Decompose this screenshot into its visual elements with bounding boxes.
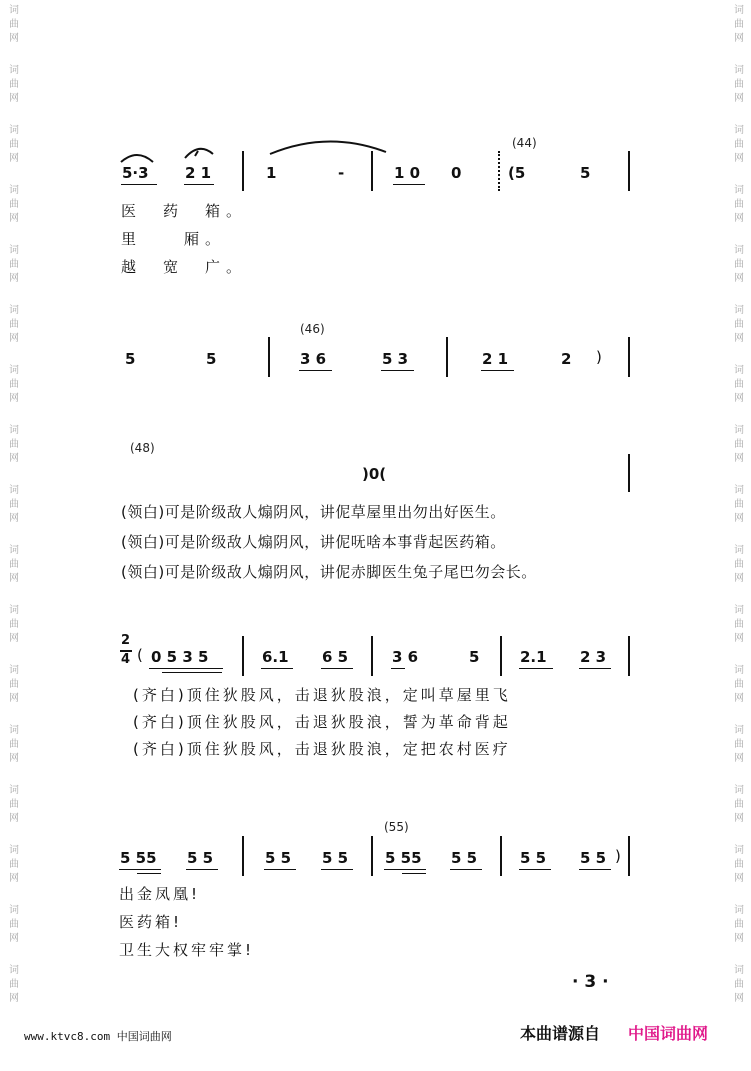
watermark-char: 网 (9, 693, 19, 704)
note-group: 5 55 (120, 849, 157, 867)
watermark-char: 词 (734, 185, 744, 196)
watermark-mark (6, 604, 22, 658)
watermark-mark (6, 544, 22, 598)
underline (321, 869, 353, 870)
note-group: 2 3 (580, 648, 607, 666)
watermark-mark (6, 244, 22, 298)
watermark-char: 网 (9, 393, 19, 404)
watermark-char: 曲 (9, 319, 19, 330)
underline (579, 869, 611, 870)
watermark-char: 网 (734, 153, 744, 164)
underline (119, 869, 161, 870)
watermark-mark (6, 844, 22, 898)
watermark-char: 词 (734, 785, 744, 796)
watermark-char: 网 (9, 93, 19, 104)
underline (579, 668, 611, 669)
watermark-char: 曲 (9, 379, 19, 390)
watermark-char: 曲 (734, 319, 744, 330)
underline (381, 370, 414, 371)
watermark-mark (731, 844, 747, 898)
watermark-char: 网 (734, 993, 744, 1004)
note-group: 5 5 (520, 849, 547, 867)
watermark-char: 词 (9, 605, 19, 616)
watermark-char: 词 (734, 305, 744, 316)
underline (450, 869, 482, 870)
watermark-mark (731, 244, 747, 298)
watermark-char: 曲 (9, 679, 19, 690)
watermark-char: 网 (734, 273, 744, 284)
slur-2 (183, 142, 215, 160)
lyric-line: 医药箱! (119, 913, 183, 931)
watermark-char: 曲 (734, 379, 744, 390)
watermark-char: 曲 (734, 79, 744, 90)
barline (242, 151, 244, 191)
watermark-char: 曲 (734, 679, 744, 690)
watermark-char: 词 (734, 245, 744, 256)
note-group: 1 0 (394, 164, 421, 182)
barline (500, 636, 502, 676)
watermark-char: 曲 (734, 919, 744, 930)
watermark-mark (731, 4, 747, 58)
underline (121, 184, 157, 185)
time-signature-top: 2 (121, 633, 131, 648)
watermark-mark (6, 424, 22, 478)
dash: - (338, 164, 345, 182)
lyric-line: (齐白)顶住狄股风，击退狄股浪，誓为革命背起 (133, 713, 511, 731)
note: 5 (580, 164, 591, 182)
watermark-char: 网 (9, 573, 19, 584)
watermark-char: 网 (9, 273, 19, 284)
barline (371, 636, 373, 676)
watermark-char: 词 (9, 245, 19, 256)
spoken-line: (领白)可是阶级敌人煽阴风，讲伲草屋里出勿出好医生。 (121, 503, 506, 521)
watermark-char: 曲 (734, 619, 744, 630)
watermark-char: 网 (9, 993, 19, 1004)
paren: ) (596, 348, 602, 366)
note-group: 5 5 (187, 849, 214, 867)
watermark-mark (6, 664, 22, 718)
note-group: 0 5 3 5 (151, 648, 209, 666)
watermark-char: 词 (9, 65, 19, 76)
watermark-char: 词 (734, 125, 744, 136)
watermark-char: 网 (9, 333, 19, 344)
watermark-mark (731, 64, 747, 118)
watermark-mark (6, 4, 22, 58)
underline-2 (162, 672, 222, 673)
underline (299, 370, 332, 371)
spoken-line: (领白)可是阶级敌人煽阴风，讲伲呒啥本事背起医药箱。 (121, 533, 506, 551)
lyric-line: 医 药 箱。 (121, 202, 248, 220)
watermark-char: 词 (9, 365, 19, 376)
watermark-char: 网 (734, 393, 744, 404)
watermark-char: 网 (9, 633, 19, 644)
watermark-char: 曲 (734, 859, 744, 870)
note: 5 (206, 350, 217, 368)
watermark-mark (731, 544, 747, 598)
watermark-left (6, 0, 22, 1040)
barline (242, 636, 244, 676)
barline (500, 836, 502, 876)
watermark-char: 词 (734, 845, 744, 856)
measure-number: (44) (512, 136, 537, 150)
note-group: 5 5 (580, 849, 607, 867)
note-group: 3 6 (300, 350, 327, 368)
tie-arc (268, 134, 388, 156)
watermark-mark (731, 904, 747, 958)
watermark-char: 网 (9, 153, 19, 164)
watermark-char: 曲 (734, 559, 744, 570)
note: 1 (266, 164, 277, 182)
note-group: 5 55 (385, 849, 422, 867)
note: 5 (469, 648, 480, 666)
watermark-char: 曲 (9, 619, 19, 630)
watermark-mark (731, 364, 747, 418)
barline (628, 454, 630, 492)
watermark-char: 曲 (734, 139, 744, 150)
lyric-line: 里 厢。 (121, 230, 227, 248)
watermark-char: 网 (734, 93, 744, 104)
note-group: 2 1 (482, 350, 509, 368)
watermark-char: 曲 (9, 139, 19, 150)
watermark-mark (731, 484, 747, 538)
underline (393, 184, 425, 185)
paren: ) (615, 847, 621, 865)
watermark-char: 词 (734, 545, 744, 556)
watermark-char: 曲 (734, 799, 744, 810)
underline (184, 184, 214, 185)
watermark-char: 词 (734, 65, 744, 76)
watermark-mark (731, 664, 747, 718)
watermark-char: 曲 (9, 799, 19, 810)
watermark-mark (6, 184, 22, 238)
watermark-char: 词 (9, 965, 19, 976)
lyric-line: 越 宽 广。 (121, 258, 248, 276)
footer-source-label: 本曲谱源自 (520, 1024, 601, 1043)
watermark-char: 网 (734, 453, 744, 464)
underline (261, 668, 293, 669)
watermark-char: 曲 (9, 259, 19, 270)
lyric-line: 卫生大权牢牢掌! (119, 941, 255, 959)
watermark-mark (731, 784, 747, 838)
note-group: 6.1 (262, 648, 289, 666)
footer-site-link[interactable]: www.ktvc8.com 中国词曲网 (24, 1030, 172, 1043)
barline (371, 836, 373, 876)
watermark-char: 曲 (9, 919, 19, 930)
footer-brand-logo[interactable]: 中国词曲网 (628, 1024, 709, 1043)
spoken-line: (领白)可是阶级敌人煽阴风，讲伲赤脚医生兔子尾巴勿会长。 (121, 563, 537, 581)
watermark-mark (731, 964, 747, 1018)
note: 0 (451, 164, 462, 182)
watermark-char: 网 (9, 513, 19, 524)
lyric-line: (齐白)顶住狄股风，击退狄股浪，定叫草屋里飞 (133, 686, 511, 704)
watermark-mark (6, 724, 22, 778)
watermark-char: 曲 (9, 859, 19, 870)
watermark-char: 网 (734, 633, 744, 644)
measure-number: (46) (300, 322, 325, 336)
watermark-char: 网 (9, 213, 19, 224)
note: 5 (125, 350, 136, 368)
watermark-char: 网 (734, 873, 744, 884)
slur-1 (119, 150, 155, 164)
watermark-char: 网 (734, 573, 744, 584)
underline (186, 869, 218, 870)
note: (5 (508, 164, 526, 182)
watermark-mark (731, 304, 747, 358)
watermark-char: 网 (734, 813, 744, 824)
watermark-char: 网 (734, 33, 744, 44)
watermark-char: 网 (9, 813, 19, 824)
barline (371, 151, 373, 191)
paren: ( (137, 646, 143, 664)
watermark-char: 词 (9, 485, 19, 496)
note: 2 (561, 350, 572, 368)
watermark-char: 网 (734, 693, 744, 704)
note-group: 2 1 (185, 164, 212, 182)
note-group: 5 3 (382, 350, 409, 368)
watermark-mark (731, 424, 747, 478)
underline-2 (402, 873, 426, 874)
watermark-char: 网 (734, 933, 744, 944)
barline (628, 337, 630, 377)
note-group: 6 5 (322, 648, 349, 666)
note-group: 5 5 (451, 849, 478, 867)
watermark-char: 曲 (9, 79, 19, 90)
watermark-mark (6, 964, 22, 1018)
barline (242, 836, 244, 876)
underline (481, 370, 514, 371)
note-group: 5 5 (322, 849, 349, 867)
barline (268, 337, 270, 377)
watermark-char: 网 (9, 933, 19, 944)
watermark-char: 曲 (9, 559, 19, 570)
watermark-char: 曲 (734, 499, 744, 510)
watermark-mark (6, 304, 22, 358)
watermark-char: 曲 (9, 19, 19, 30)
watermark-mark (6, 784, 22, 838)
watermark-mark (731, 124, 747, 178)
underline (519, 668, 553, 669)
watermark-char: 网 (734, 513, 744, 524)
barline (628, 836, 630, 876)
underline (149, 668, 223, 669)
watermark-mark (6, 364, 22, 418)
underline (321, 668, 353, 669)
watermark-char: 词 (734, 485, 744, 496)
watermark-char: 词 (734, 365, 744, 376)
watermark-char: 词 (734, 965, 744, 976)
note-group: 5·3 (122, 164, 149, 182)
watermark-char: 词 (9, 665, 19, 676)
watermark-char: 词 (9, 185, 19, 196)
measure-number: (48) (130, 441, 155, 455)
watermark-char: 词 (9, 725, 19, 736)
underline (391, 668, 405, 669)
watermark-mark (6, 904, 22, 958)
watermark-char: 词 (9, 545, 19, 556)
watermark-char: 曲 (734, 979, 744, 990)
watermark-char: 词 (734, 665, 744, 676)
underline-2 (137, 873, 161, 874)
rest-notation: )0( (362, 465, 387, 483)
watermark-char: 曲 (9, 499, 19, 510)
watermark-char: 网 (9, 453, 19, 464)
watermark-char: 曲 (734, 439, 744, 450)
watermark-char: 曲 (734, 739, 744, 750)
watermark-char: 词 (9, 5, 19, 16)
watermark-char: 网 (734, 753, 744, 764)
watermark-char: 网 (9, 753, 19, 764)
watermark-char: 词 (9, 905, 19, 916)
barline (628, 636, 630, 676)
watermark-char: 曲 (734, 259, 744, 270)
underline (264, 869, 296, 870)
dotted-barline (498, 151, 500, 191)
watermark-char: 网 (9, 873, 19, 884)
underline (519, 869, 551, 870)
watermark-right (731, 0, 747, 1040)
watermark-char: 词 (9, 845, 19, 856)
page-number: · 3 · (572, 972, 609, 992)
watermark-mark (6, 484, 22, 538)
watermark-char: 网 (734, 333, 744, 344)
watermark-char: 网 (9, 33, 19, 44)
barline (628, 151, 630, 191)
watermark-mark (731, 724, 747, 778)
watermark-char: 词 (9, 305, 19, 316)
note-group: 3 6 (392, 648, 419, 666)
barline (446, 337, 448, 377)
watermark-mark (6, 64, 22, 118)
watermark-char: 曲 (734, 19, 744, 30)
watermark-char: 词 (734, 425, 744, 436)
watermark-char: 曲 (9, 439, 19, 450)
watermark-char: 曲 (734, 199, 744, 210)
measure-number: (55) (384, 820, 409, 834)
watermark-char: 曲 (9, 199, 19, 210)
note-group: 5 5 (265, 849, 292, 867)
watermark-char: 词 (9, 425, 19, 436)
lyric-line: 出金凤凰! (119, 885, 201, 903)
watermark-char: 词 (734, 5, 744, 16)
watermark-char: 词 (734, 725, 744, 736)
watermark-char: 词 (9, 125, 19, 136)
watermark-char: 曲 (9, 979, 19, 990)
note-group: 2.1 (520, 648, 547, 666)
watermark-mark (731, 604, 747, 658)
watermark-mark (6, 124, 22, 178)
watermark-char: 曲 (9, 739, 19, 750)
watermark-char: 网 (734, 213, 744, 224)
lyric-line: (齐白)顶住狄股风，击退狄股浪，定把农村医疗 (133, 740, 511, 758)
watermark-char: 词 (734, 605, 744, 616)
watermark-char: 词 (734, 905, 744, 916)
underline (384, 869, 426, 870)
time-signature-bottom: 4 (121, 652, 131, 667)
watermark-mark (731, 184, 747, 238)
watermark-char: 词 (9, 785, 19, 796)
